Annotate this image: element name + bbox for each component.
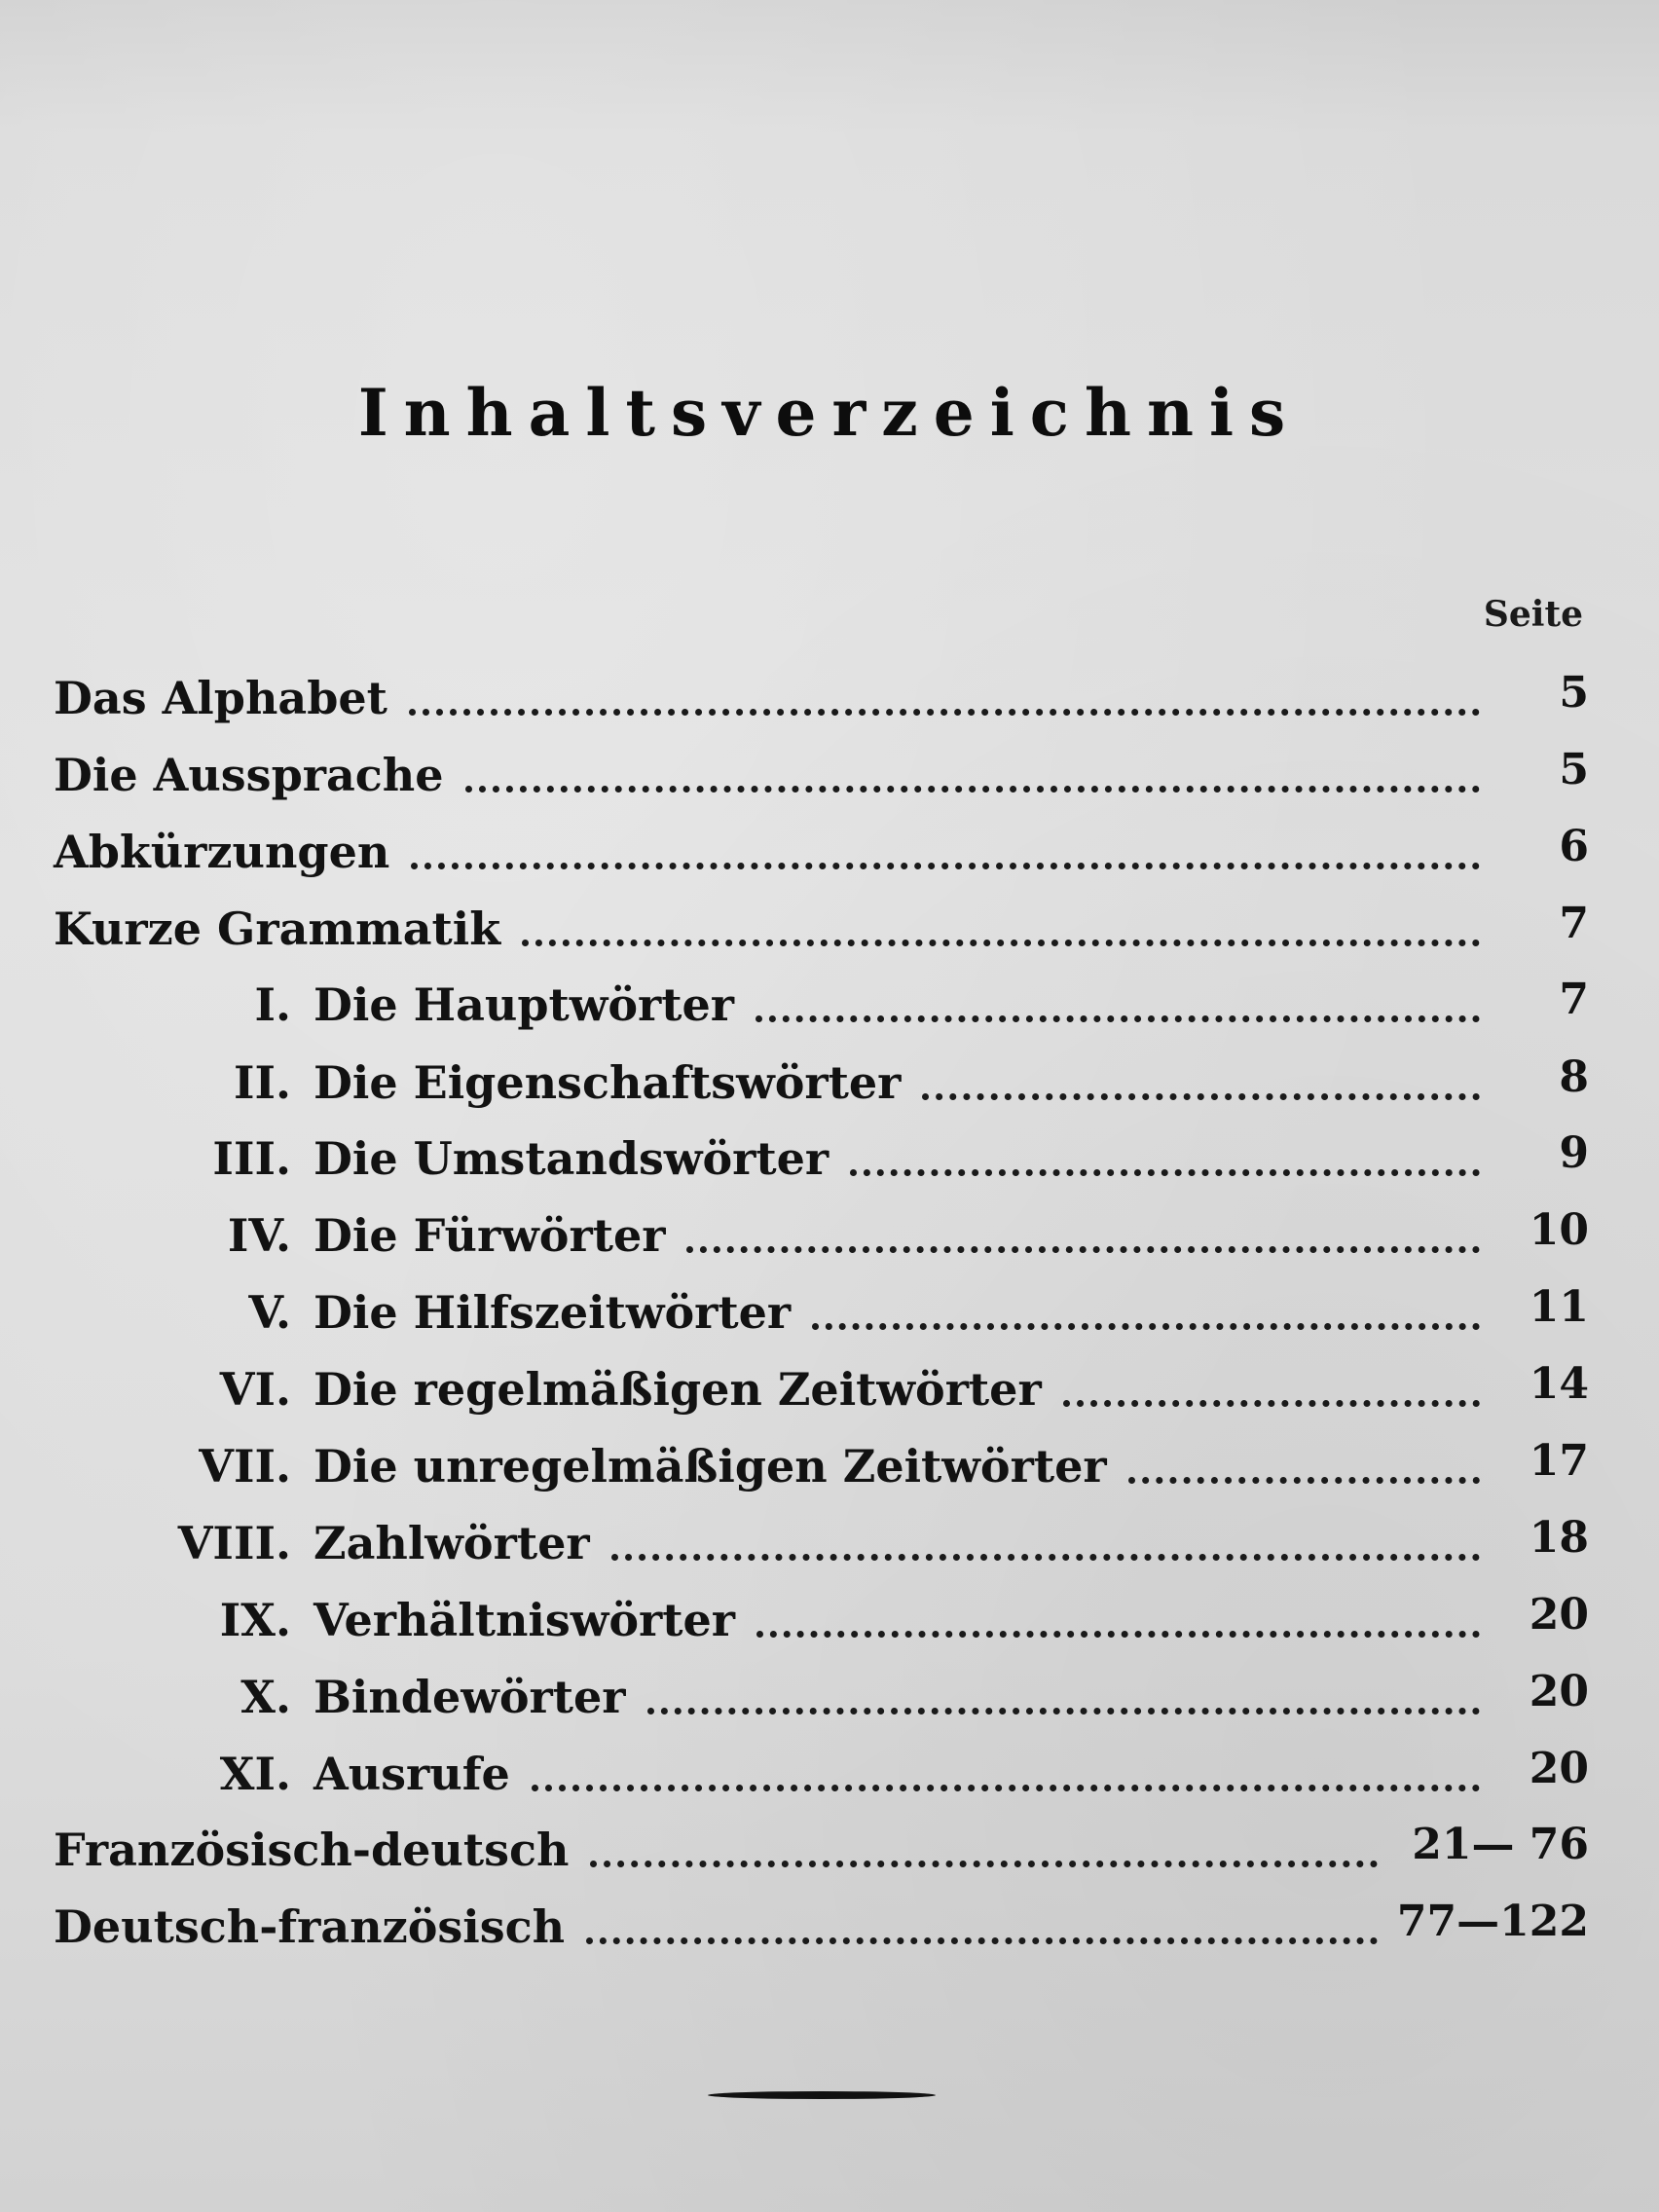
toc-leader-dots bbox=[586, 1930, 1378, 1944]
toc-entry-label: Die Eigenschaftswörter bbox=[313, 1056, 902, 1109]
toc-leader-dots bbox=[756, 1008, 1480, 1022]
toc-entry-page: 20 bbox=[1529, 1590, 1589, 1640]
toc-entry-number: VI. bbox=[219, 1363, 291, 1416]
toc-entry-page: 5 bbox=[1559, 668, 1589, 718]
toc-entry-number: XI. bbox=[219, 1748, 291, 1800]
toc-entry-label: Kurze Grammatik bbox=[54, 903, 501, 955]
toc-entry-number: IX. bbox=[219, 1594, 291, 1646]
toc-entry-page: 21— 76 bbox=[1412, 1820, 1589, 1869]
toc-entry-label: Deutsch-französisch bbox=[54, 1900, 566, 1953]
toc-entry-page: 10 bbox=[1529, 1205, 1589, 1255]
toc-entry-page: 6 bbox=[1559, 822, 1589, 871]
toc-entry-label: Die regelmäßigen Zeitwörter bbox=[313, 1363, 1042, 1416]
toc-leader-dots bbox=[756, 1623, 1480, 1638]
toc-entry bbox=[0, 1282, 1659, 1348]
toc-entry-page: 18 bbox=[1529, 1513, 1589, 1563]
toc-entry-number: V. bbox=[248, 1286, 291, 1339]
toc-entry-label: Bindewörter bbox=[313, 1671, 626, 1723]
toc-entry-label: Die Hauptwörter bbox=[313, 978, 735, 1031]
toc-entry-page: 17 bbox=[1529, 1436, 1589, 1486]
toc-leader-dots bbox=[611, 1546, 1480, 1561]
toc-entry-page: 5 bbox=[1559, 745, 1589, 794]
toc-entry bbox=[0, 975, 1659, 1041]
toc-entry-label: Verhältniswörter bbox=[313, 1594, 736, 1646]
toc-entry bbox=[0, 1590, 1659, 1656]
toc-entry bbox=[0, 1436, 1659, 1502]
toc-entry-label: Die unregelmäßigen Zeitwörter bbox=[313, 1440, 1107, 1493]
page-title: Inhaltsverzeichnis bbox=[357, 375, 1302, 451]
toc-entry bbox=[0, 1205, 1659, 1272]
toc-leader-dots bbox=[409, 701, 1480, 716]
toc-entry-page: 9 bbox=[1559, 1128, 1589, 1178]
toc-entry bbox=[0, 745, 1659, 811]
toc-entry-page: 20 bbox=[1529, 1744, 1589, 1793]
toc-entry bbox=[0, 1744, 1659, 1810]
toc-entry-label: Die Aussprache bbox=[54, 749, 444, 801]
toc-leader-dots bbox=[686, 1238, 1480, 1253]
toc-leader-dots bbox=[850, 1161, 1480, 1176]
toc-entry bbox=[0, 1820, 1659, 1886]
toc-entry-number: II. bbox=[233, 1056, 291, 1109]
toc-entry-number: III. bbox=[212, 1132, 291, 1185]
toc-entry bbox=[0, 1359, 1659, 1425]
toc-entry bbox=[0, 1513, 1659, 1579]
toc-leader-dots bbox=[411, 855, 1480, 869]
toc-entry bbox=[0, 822, 1659, 888]
toc-leader-dots bbox=[812, 1315, 1480, 1330]
toc-entry bbox=[0, 668, 1659, 734]
toc-entry-page: 7 bbox=[1559, 899, 1589, 948]
toc-entry bbox=[0, 1897, 1659, 1963]
toc-entry bbox=[0, 1128, 1659, 1195]
toc-entry-page: 11 bbox=[1529, 1282, 1589, 1332]
toc-entry bbox=[0, 1052, 1659, 1119]
toc-leader-dots bbox=[1128, 1469, 1480, 1484]
toc-leader-dots bbox=[465, 778, 1480, 793]
toc-entry bbox=[0, 1667, 1659, 1733]
toc-entry-page: 20 bbox=[1529, 1667, 1589, 1716]
toc-entry-number: VIII. bbox=[177, 1517, 291, 1569]
toc-entry-label: Die Umstandswörter bbox=[313, 1132, 830, 1185]
toc-entry-number: X. bbox=[240, 1671, 291, 1723]
toc-entry-label: Abkürzungen bbox=[54, 826, 390, 878]
closing-rule bbox=[708, 2091, 936, 2099]
toc-entry-label: Die Fürwörter bbox=[313, 1209, 666, 1262]
toc-entry-label: Zahlwörter bbox=[313, 1517, 590, 1569]
toc-leader-dots bbox=[922, 1086, 1480, 1100]
toc-entry-page: 14 bbox=[1529, 1359, 1589, 1409]
toc-entry-number: I. bbox=[254, 978, 291, 1031]
toc-leader-dots bbox=[1063, 1392, 1480, 1407]
toc-entry-number: VII. bbox=[199, 1440, 291, 1493]
toc-entry-label: Ausrufe bbox=[313, 1748, 510, 1800]
toc-entry-label: Das Alphabet bbox=[54, 672, 387, 724]
toc-entry-page: 7 bbox=[1559, 975, 1589, 1024]
toc-entry-label: Die Hilfszeitwörter bbox=[313, 1286, 792, 1339]
toc-leader-dots bbox=[532, 1777, 1480, 1791]
toc-entry bbox=[0, 899, 1659, 965]
toc-leader-dots bbox=[647, 1700, 1480, 1714]
toc-entry-page: 77—122 bbox=[1396, 1897, 1589, 1946]
toc-entry-number: IV. bbox=[227, 1209, 291, 1262]
toc-leader-dots bbox=[522, 932, 1480, 946]
page-column-header: Seite bbox=[1483, 594, 1583, 635]
toc-leader-dots bbox=[590, 1853, 1378, 1867]
toc-entry-page: 8 bbox=[1559, 1052, 1589, 1102]
toc-entry-label: Französisch-deutsch bbox=[54, 1824, 570, 1876]
